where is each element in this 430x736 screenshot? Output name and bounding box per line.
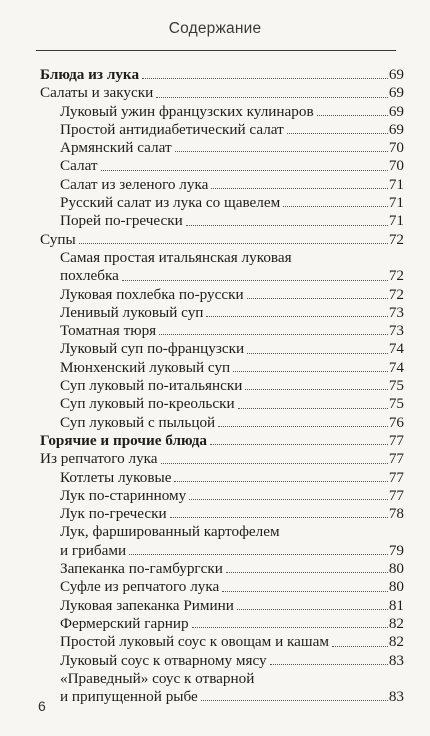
dot-leader <box>122 280 388 281</box>
toc-entry <box>40 121 404 139</box>
toc-entry-page: 77 <box>388 450 404 468</box>
toc-entry-label: Суфле из репчатого лука <box>60 578 220 596</box>
toc-entry-row <box>60 487 404 505</box>
toc-entry-label: Луковый суп по-французски <box>60 340 245 358</box>
toc-entry-row <box>60 267 404 285</box>
dot-leader <box>211 188 387 189</box>
toc-entry <box>40 249 404 286</box>
header-rule <box>36 50 396 51</box>
toc-entry-label: Простой антидиабетический салат <box>60 120 284 138</box>
dot-leader <box>247 298 388 299</box>
toc-entry <box>40 377 404 395</box>
dot-leader <box>170 517 388 518</box>
dot-leader <box>156 97 388 98</box>
toc-entry-row <box>60 395 404 413</box>
toc-entry-page: 77 <box>388 431 404 449</box>
toc-entry-label: Лук по-старинному <box>60 486 187 504</box>
toc-entry-row <box>60 157 404 175</box>
dot-leader <box>283 206 388 207</box>
toc-entry <box>40 395 404 413</box>
toc-entry-row <box>60 633 404 651</box>
toc-entry-label: Простой луковый соус к овощам и кашам <box>60 633 329 651</box>
toc-entry-page: 82 <box>388 633 404 651</box>
toc-entry-label: Супы <box>40 230 76 248</box>
toc-entry-page: 78 <box>388 505 404 523</box>
toc-entry-page: 80 <box>388 560 404 578</box>
toc-entry-label: Армянский салат <box>60 139 172 157</box>
dot-leader <box>201 700 388 701</box>
toc-entry-label: Суп луковый с пыльцой <box>60 413 216 431</box>
toc-entry-row <box>60 652 404 670</box>
toc-entry-label: Горячие и прочие блюда <box>40 431 207 449</box>
toc-entry <box>40 414 404 432</box>
toc-entry-page: 69 <box>388 84 404 102</box>
dot-leader <box>79 243 388 244</box>
dot-leader <box>192 627 388 628</box>
toc-entry-label: Луковая запеканка Римини <box>60 596 234 614</box>
dot-leader <box>287 133 388 134</box>
toc-entry-label: и припущенной рыбе <box>60 688 198 706</box>
toc-entry <box>40 103 404 121</box>
toc-entry-label: Суп луковый по-итальянски <box>60 377 243 395</box>
toc-entry-label: и грибами <box>60 541 127 559</box>
toc-entry-label: Луковый соус к отварному мясу <box>60 651 267 669</box>
dot-leader <box>129 554 388 555</box>
toc-entry-row <box>60 414 404 432</box>
dot-leader <box>245 389 387 390</box>
toc-entry <box>40 633 404 651</box>
toc-entry-page: 81 <box>388 596 404 614</box>
toc-entry-label: Котлеты луковые <box>60 468 172 486</box>
dot-leader <box>222 591 388 592</box>
toc-entry-row <box>60 139 404 157</box>
toc-entry-label: Блюда из лука <box>40 66 140 83</box>
toc-entry <box>40 578 404 596</box>
toc-entry-label: Русский салат из лука со щавелем <box>60 194 281 212</box>
toc-entry-page: 74 <box>388 358 404 376</box>
toc-entry-page: 75 <box>388 395 404 413</box>
toc-entry-page: 83 <box>388 688 404 706</box>
toc-entry-row <box>60 286 404 304</box>
toc-entry-page: 70 <box>388 139 404 157</box>
toc-entry <box>40 322 404 340</box>
toc-entry <box>40 66 404 84</box>
toc-entry-page: 74 <box>388 340 404 358</box>
toc-entry-row <box>40 66 404 84</box>
toc-entry-row <box>60 304 404 322</box>
toc-entry-page: 73 <box>388 303 404 321</box>
toc-entry <box>40 469 404 487</box>
toc-entry-row <box>40 450 404 468</box>
toc-entry-page: 77 <box>388 468 404 486</box>
toc-entry <box>40 304 404 322</box>
toc-entry-page: 79 <box>388 541 404 559</box>
toc-entry <box>40 523 404 560</box>
toc-entry <box>40 432 404 450</box>
toc-entry-row <box>60 176 404 194</box>
toc-entry <box>40 194 404 212</box>
toc-entry-label: Салат <box>60 157 98 175</box>
toc-entry <box>40 157 404 175</box>
toc-entry-label: Лук по-гречески <box>60 505 167 523</box>
table-of-contents <box>40 66 404 706</box>
dot-leader <box>210 444 388 445</box>
dot-leader <box>159 334 388 335</box>
dot-leader <box>175 151 388 152</box>
toc-entry-label: Из репчатого лука <box>40 450 158 468</box>
dot-leader <box>161 463 388 464</box>
toc-entry <box>40 560 404 578</box>
toc-entry-label: Салаты и закуски <box>40 84 154 102</box>
toc-entry-row <box>60 542 404 560</box>
toc-entry-row <box>60 560 404 578</box>
toc-entry-label: Порей по-гречески <box>60 212 183 230</box>
toc-entry-label: Запеканка по-гамбургски <box>60 560 223 578</box>
dot-leader <box>270 664 388 665</box>
toc-entry-label-line: «Праведный» соус к отварной <box>60 669 255 687</box>
toc-entry-row <box>60 322 404 340</box>
toc-entry <box>40 597 404 615</box>
toc-entry <box>40 84 404 102</box>
toc-entry-page: 71 <box>388 194 404 212</box>
toc-entry-label-line: Лук, фаршированный картофелем <box>60 523 280 541</box>
toc-entry-label: Томатная тюря <box>60 322 157 340</box>
toc-entry-row <box>60 578 404 596</box>
toc-entry-row <box>60 615 404 633</box>
toc-entry <box>40 231 404 249</box>
toc-entry-page: 72 <box>388 267 404 285</box>
dot-leader <box>218 426 388 427</box>
toc-entry-row <box>60 194 404 212</box>
dot-leader <box>238 408 388 409</box>
dot-leader <box>332 646 388 647</box>
toc-entry-page: 71 <box>388 175 404 193</box>
page-header-title: Содержание <box>168 20 262 37</box>
toc-entry-page: 73 <box>388 322 404 340</box>
dot-leader <box>206 316 387 317</box>
toc-entry-label-line: Самая простая итальянская луковая <box>60 248 292 266</box>
toc-entry <box>40 176 404 194</box>
toc-entry <box>40 615 404 633</box>
toc-entry <box>40 340 404 358</box>
toc-entry-page: 71 <box>388 212 404 230</box>
dot-leader <box>317 115 388 116</box>
toc-entry-page: 75 <box>388 377 404 395</box>
toc-entry-page: 69 <box>388 120 404 138</box>
dot-leader <box>186 225 388 226</box>
dot-leader <box>237 609 388 610</box>
toc-entry <box>40 139 404 157</box>
dot-leader <box>101 170 388 171</box>
toc-entry-page: 80 <box>388 578 404 596</box>
toc-entry-row <box>60 469 404 487</box>
toc-entry-page: 72 <box>388 285 404 303</box>
toc-entry <box>40 505 404 523</box>
toc-entry-row <box>40 231 404 249</box>
toc-entry-row <box>40 84 404 102</box>
toc-entry-row <box>60 359 404 377</box>
toc-entry-label: Ленивый луковый суп <box>60 303 204 321</box>
toc-entry <box>40 286 404 304</box>
toc-entry-label: Фермерский гарнир <box>60 614 189 632</box>
toc-entry-page: 70 <box>388 157 404 175</box>
toc-entry-row <box>40 432 404 450</box>
dot-leader <box>174 481 387 482</box>
toc-entry <box>40 652 404 670</box>
toc-entry-row <box>60 505 404 523</box>
toc-entry-page: 77 <box>388 486 404 504</box>
toc-entry-row <box>60 121 404 139</box>
toc-entry-label: Луковый ужин французских кулинаров <box>60 102 314 120</box>
toc-entry-page: 83 <box>388 651 404 669</box>
toc-entry-label: Салат из зеленого лука <box>60 175 209 193</box>
toc-entry-page: 69 <box>388 66 404 83</box>
toc-entry-label: Луковая похлебка по-русски <box>60 285 244 303</box>
toc-entry-page: 69 <box>388 102 404 120</box>
toc-entry-label: Суп луковый по-креольски <box>60 395 235 413</box>
page-number: 6 <box>38 698 46 714</box>
toc-entry <box>40 487 404 505</box>
toc-entry-page: 72 <box>388 230 404 248</box>
dot-leader <box>247 353 388 354</box>
toc-entry-row <box>60 340 404 358</box>
toc-entry-row <box>60 377 404 395</box>
dot-leader <box>189 499 388 500</box>
toc-entry-row <box>60 597 404 615</box>
toc-entry-row <box>60 212 404 230</box>
toc-entry <box>40 212 404 230</box>
toc-entry-page: 76 <box>388 413 404 431</box>
dot-leader <box>142 78 388 79</box>
dot-leader <box>226 572 388 573</box>
toc-entry-row <box>60 688 404 706</box>
toc-entry-page: 82 <box>388 614 404 632</box>
dot-leader <box>233 371 388 372</box>
toc-entry <box>40 450 404 468</box>
toc-entry-label: Мюнхенский луковый суп <box>60 358 231 376</box>
toc-entry <box>40 359 404 377</box>
toc-entry-label: похлебка <box>60 267 119 285</box>
toc-entry <box>40 670 404 707</box>
toc-entry-row <box>60 103 404 121</box>
